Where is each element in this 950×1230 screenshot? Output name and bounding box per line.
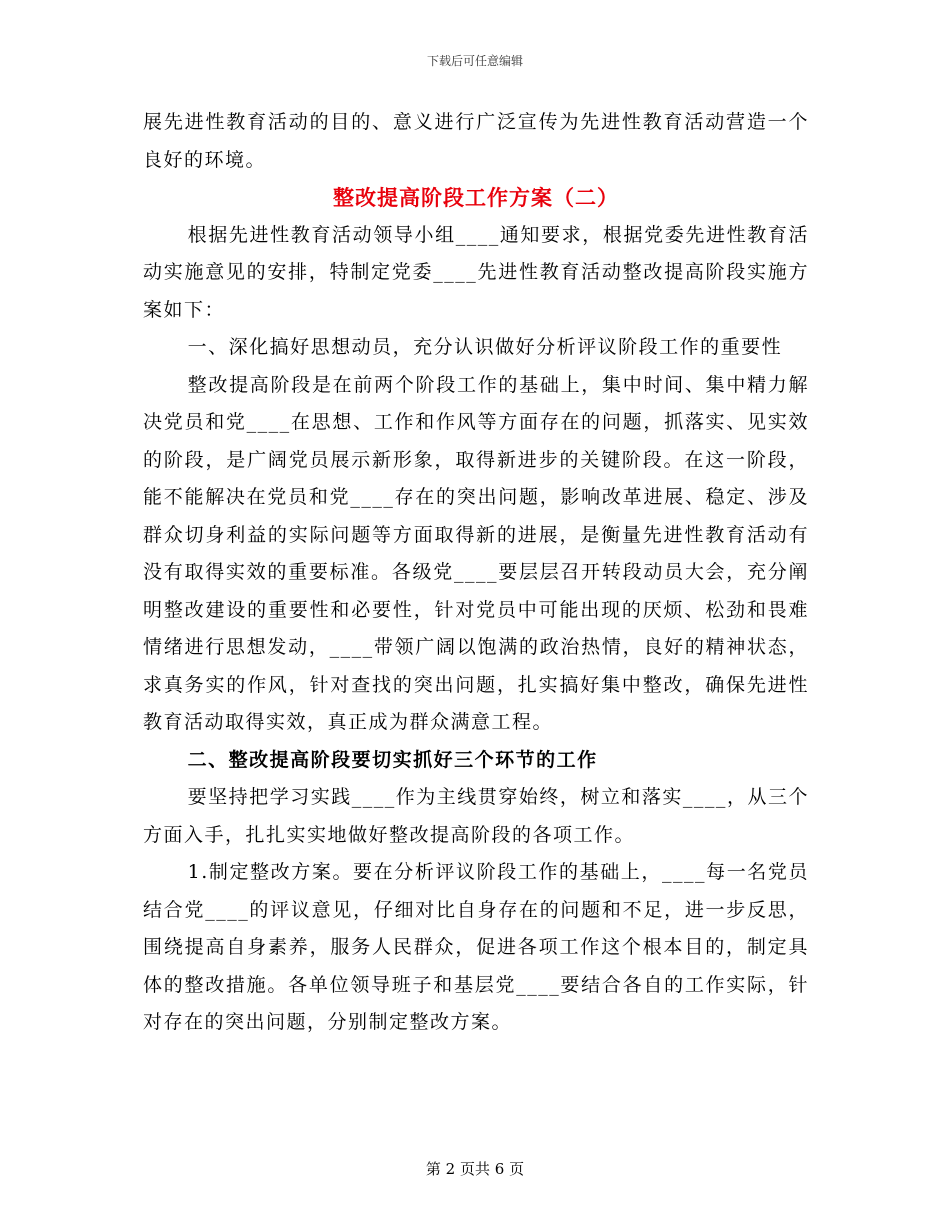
paragraph-intro-continuation: 展先进性教育活动的目的、意义进行广泛宣传为先进性教育活动营造一个良好的环境。: [143, 111, 809, 171]
page-footer: 第 2 页共 6 页: [425, 1160, 525, 1178]
paragraph-rectification-plan: 1.制定整改方案。要在分析评议阶段工作的基础上，____每一名党员结合党____的评议意见，仔细对比自身存在的问题和不足，进一步反思，围绕提高自身素养，服务人民群众，促进各项工作这个根本目的，制定具体的整改措施。各单位领导班子和基层党____要结合各自的工作实际，针对存在的突出问题，分别制定整改方案。: [143, 861, 809, 1033]
paragraph-main-line: 要坚持把学习实践____作为主线贯穿始终，树立和落实____，从三个方面入手，扎扎实实地做好整改提高阶段的各项工作。: [143, 786, 809, 846]
document-body: [143, 104, 809, 1042]
paragraph-basis: 根据先进性教育活动领导小组____通知要求，根据党委先进性教育活动实施意见的安排，特制定党委____先进性教育活动整改提高阶段实施方案如下：: [143, 223, 809, 321]
heading-one: 一、深化搞好思想动员，充分认识做好分析评议阶段工作的重要性: [187, 336, 783, 358]
page-header: 下载后可任意编辑: [426, 54, 523, 68]
paragraph-stage-description: 整改提高阶段是在前两个阶段工作的基础上，集中时间、集中精力解决党员和党____在思想、工作和作风等方面存在的问题，抓落实、见实效的阶段，是广阔党员展示新形象，取得新进步的关键阶段。在这一阶段，能不能解决在党员和党____存在的突出问题，影响改革进展、稳定、涉及群众切身利益的实际问题等方面取得新的进展，是衡量先进性教育活动有没有取得实效的重要标准。各级党____要层层召开转段动员大会，充分阐明整改建设的重要性和必要性，针对党员中可能出现的厌烦、松劲和畏难情绪进行思想发动，____带领广阔以饱满的政治热情，良好的精神状态，求真务实的作风，针对查找的突出问题，扎实搞好集中整改，确保先进性教育活动取得实效，真正成为群众满意工程。: [143, 373, 809, 733]
section-title: 整改提高阶段工作方案（二）: [333, 185, 619, 210]
heading-two: 二、整改提高阶段要切实抓好三个环节的工作: [187, 748, 598, 771]
